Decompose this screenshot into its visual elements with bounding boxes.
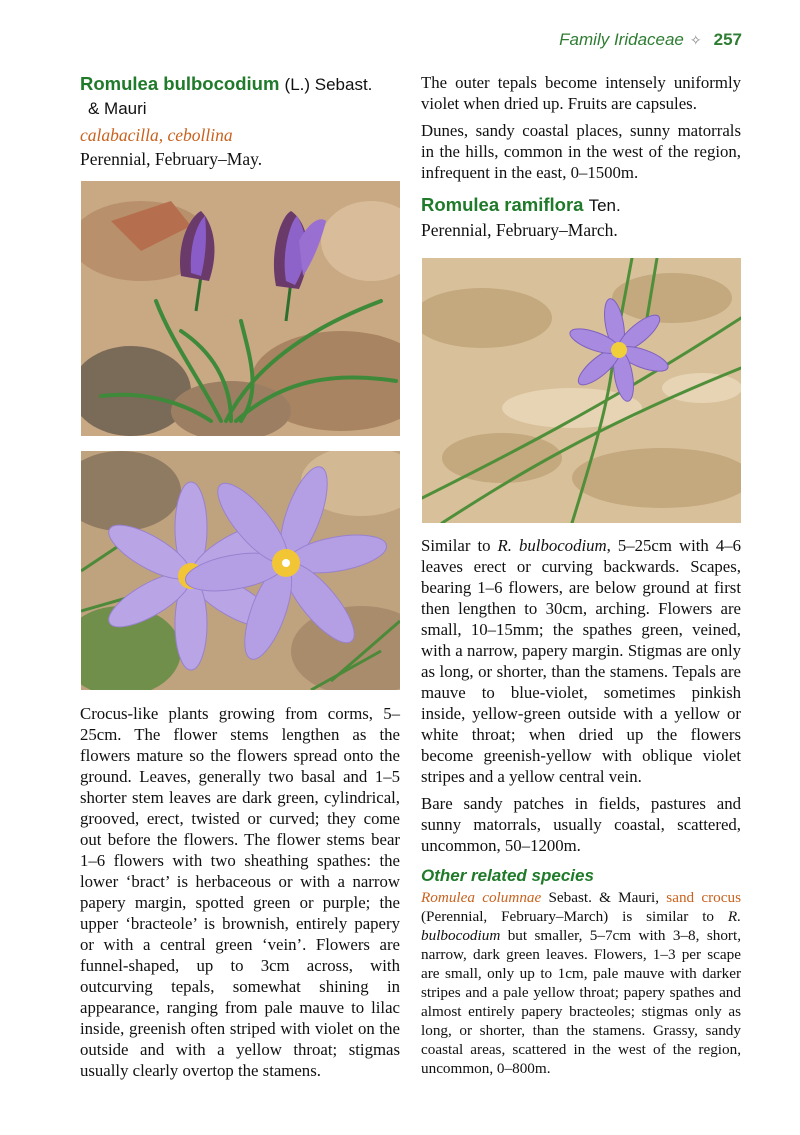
ramiflora-description [421, 535, 741, 787]
common-names: calabacilla, cebollina [80, 125, 233, 145]
other-species-text [421, 888, 741, 1078]
right-lower-block [421, 535, 741, 1078]
ramiflora-desc-rest: , 5–25cm with 4–6 leaves erect or curving backwards. Scapes, bearing 1–6 flowers, are below ground at first then lengthen to 30cm, arching. Flowers are small, 10–15mm; the spathes green, veined, with a narrow, papery margin. Stigmas are only as long, or shorter, than the stamens. Tepals are mauve to blue-violet, sometimes pinkish inside, yellow-green outside with a yellow or white throat; when dried up the flowers become greenish-yellow with oblique violet stripes and a yellow central vein. [421, 536, 741, 786]
ramiflora-desc-ref: R. bulbocodium [497, 536, 607, 555]
other-species-name: Romulea columnae [421, 889, 542, 906]
running-header [559, 30, 742, 50]
species2-title [421, 193, 741, 218]
species-name: Romulea bulbocodium [80, 73, 280, 94]
species2-author: Ten. [588, 196, 621, 215]
bulbocodium-habitat: Dunes, sandy coastal places, sunny matorrals in the hills, common in the west of the region, infrequent in the east, 0–1500m. [421, 121, 741, 182]
other-species-common: sand crocus [666, 889, 741, 906]
species-title [80, 72, 400, 121]
photo-ramiflora [422, 258, 741, 523]
ramiflora-desc-prefix: Similar to [421, 536, 498, 555]
ramiflora-habitat: Bare sandy patches in fields, pastures and sunny matorrals, usually coastal, scattered, uncommon, 50–1200m. [421, 794, 741, 855]
left-column [80, 72, 400, 171]
left-description-block [80, 703, 400, 1081]
flowering-period: Perennial, February–May. [80, 149, 263, 169]
right-column [421, 72, 741, 242]
other-species-ref: R. bulbocodium [421, 908, 741, 944]
photo-bulbocodium-buds [81, 181, 400, 436]
species2-period: Perennial, February–March. [421, 220, 618, 240]
bulbocodium-description-cont: The outer tepals become intensely uniformly violet when dried up. Fruits are capsules. [421, 73, 741, 113]
separator-ornament: ✧ [689, 32, 702, 48]
page-number: 257 [713, 30, 742, 49]
other-species-author: Sebast. & Mauri, [548, 889, 660, 906]
species-author: (L.) Sebast. [284, 75, 373, 94]
species2-name: Romulea ramiflora [421, 194, 584, 215]
other-species-text2: but smaller, 5–7cm with 3–8, short, narrow, dark green leaves. Flowers, 1–3 per scape are small, only up to 1cm, pale mauve with darker stripes and a pale yellow throat; papery spathes and almost entirely papery bracteoles; stigmas only as long, or shorter, than the stamens. Grassy, sandy coastal areas, scattered in the west of the region, uncommon, 0–800m. [421, 927, 741, 1077]
other-species-heading: Other related species [421, 866, 594, 885]
photo-bulbocodium-flowers [81, 451, 400, 690]
species-author-cont: & Mauri [88, 99, 147, 118]
bulbocodium-description: Crocus-like plants growing from corms, 5–25cm. The flower stems lengthen as the flowers mature so the flowers spread onto the ground. Leaves, generally two basal and 1–5 shorter stem leaves are dark green, cylindrical, grooved, erect, twisted or curved; they come out before the flowers. The flower stems bear 1–6 flowers with two sheathing spathes: the lower ‘bract’ is herbaceous or with a narrow papery margin, spotted green or purple; the upper ‘bracteole’ is brownish, entirely papery or with a central green ‘vein’. Flowers are funnel-shaped, up to 3cm across, with outcurving tepals, somewhat shining in appearance, ranging from pale mauve to lilac inside, greenish often striped with violet on the outside and with a yellow throat; stigmas usually clearly overtop the stamens. [80, 704, 400, 1080]
other-species-text1: (Perennial, February–March) is similar to [421, 908, 728, 925]
family-name: Family Iridaceae [559, 30, 684, 49]
